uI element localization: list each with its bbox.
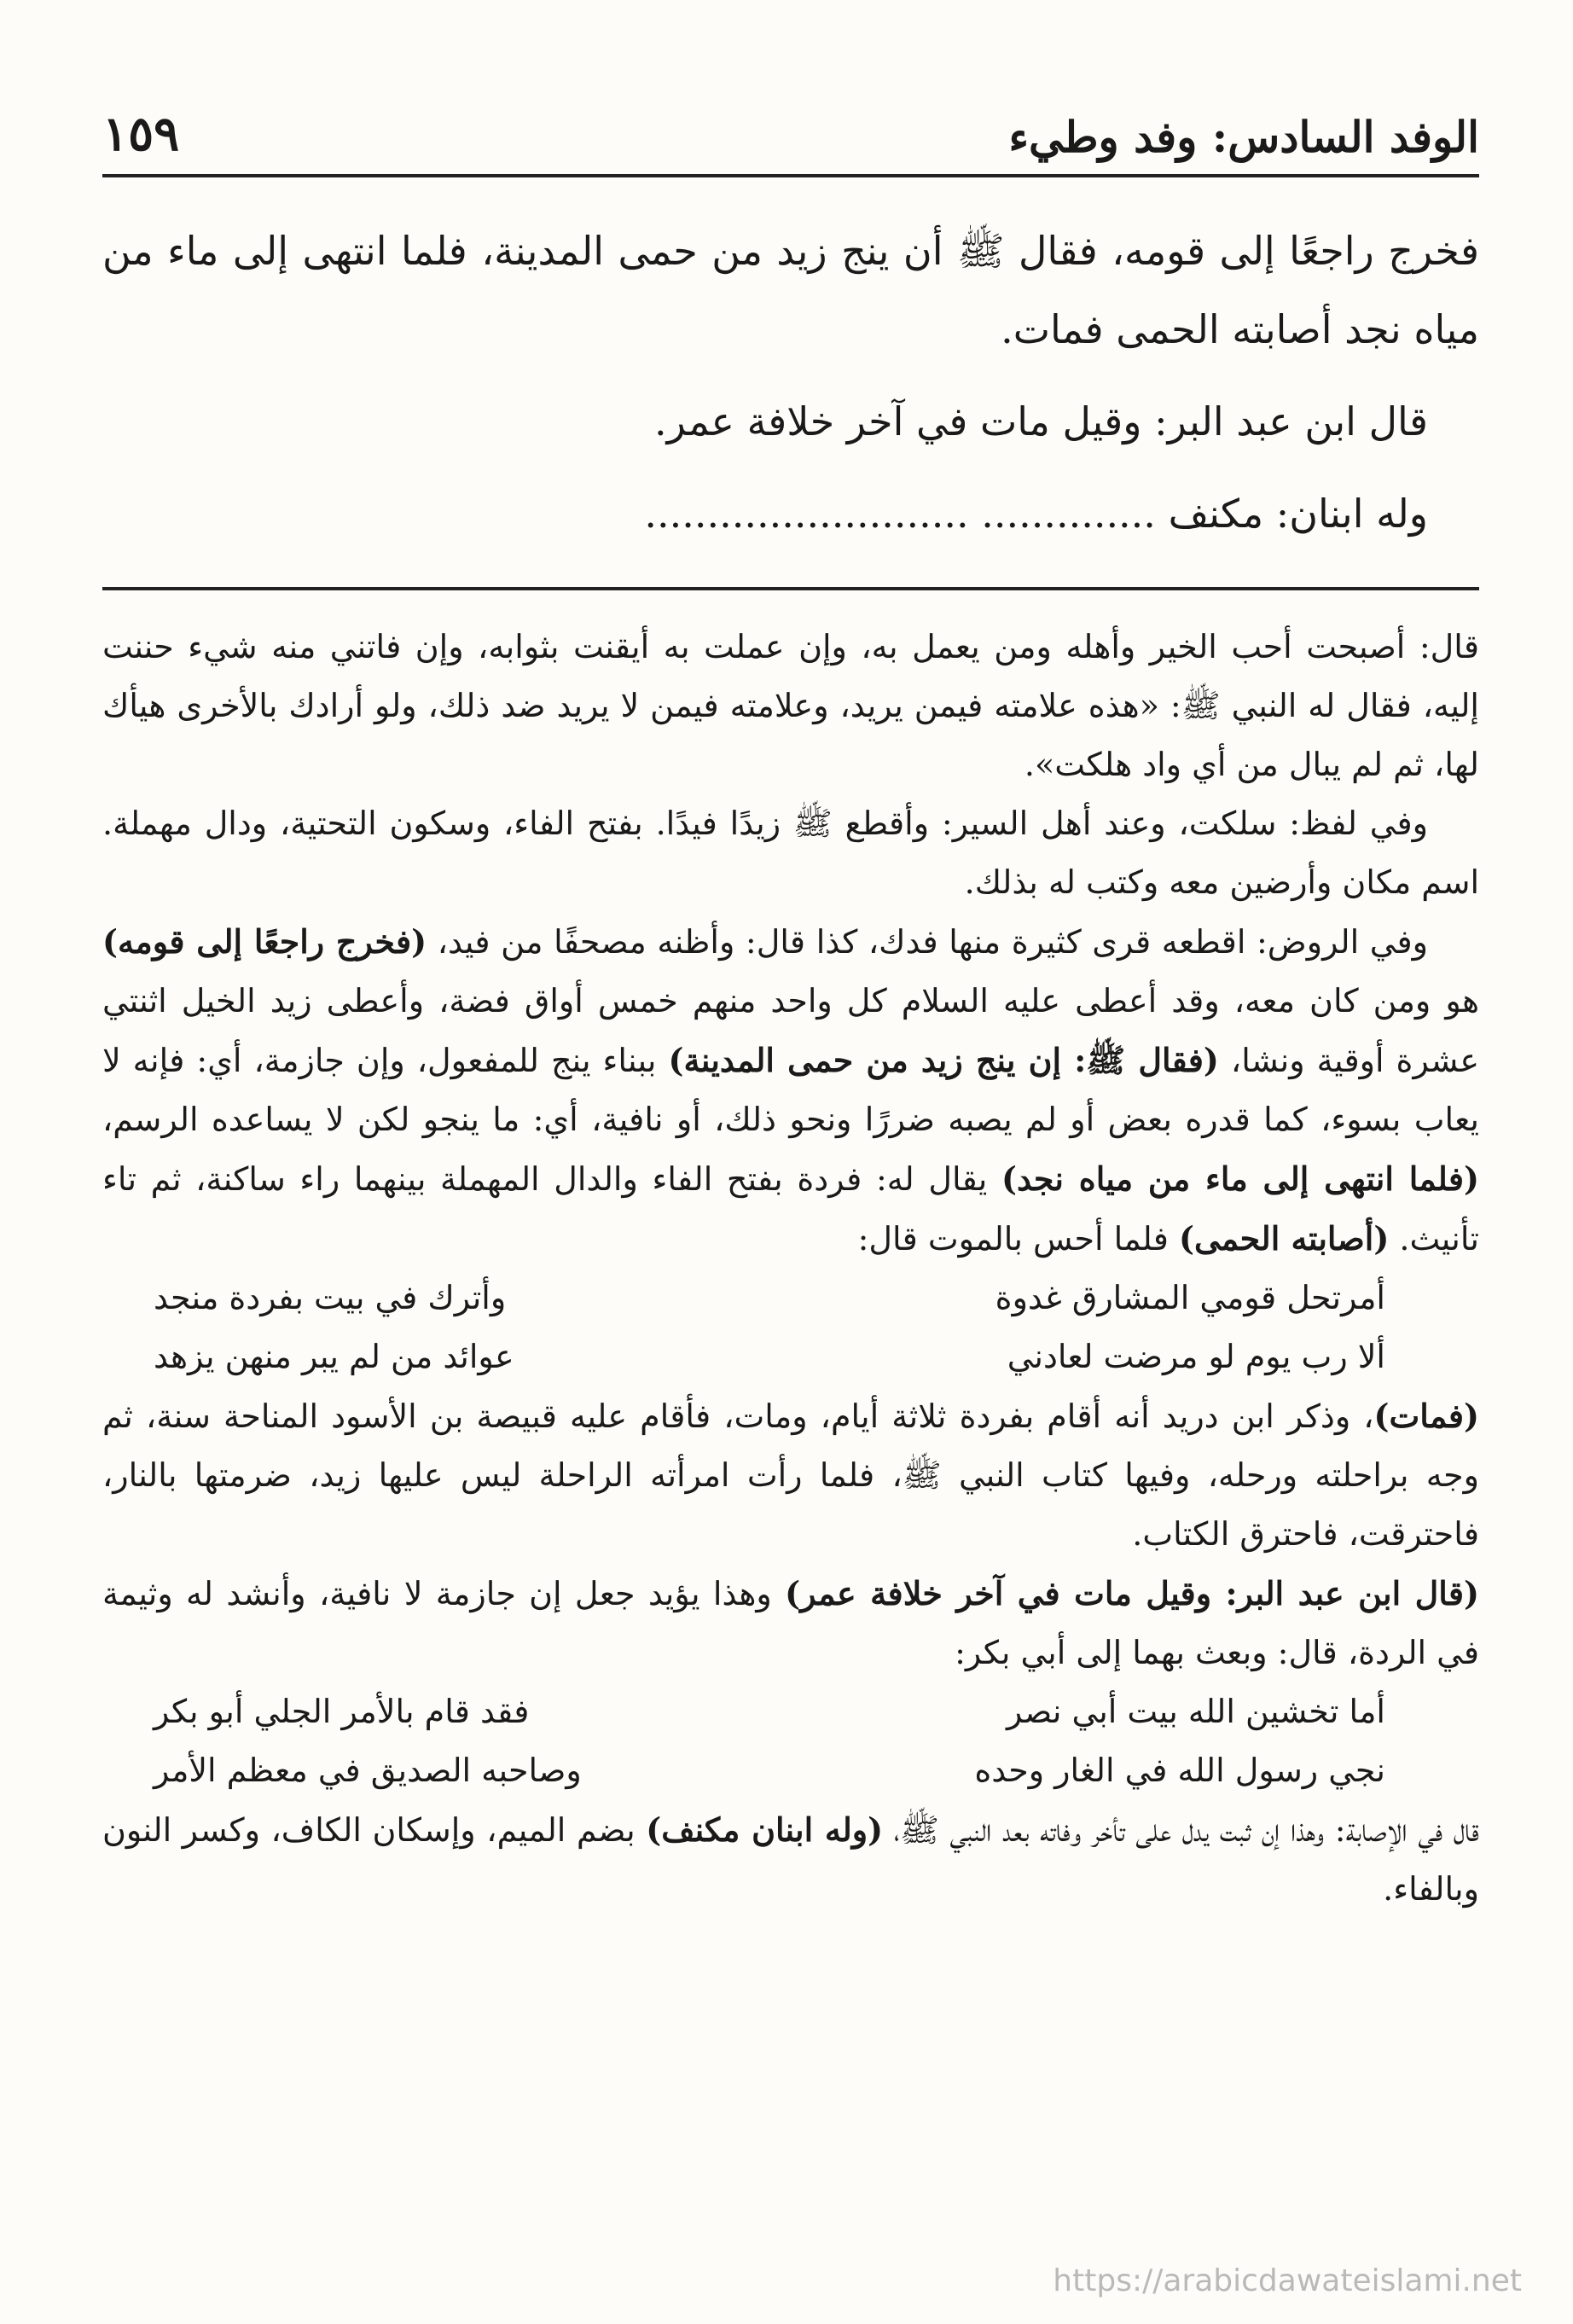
commentary-text: ببناء ينج للمفعول، وإن جازمة، أي: فإنه لا يعاب بسوء، كما قدره بعض أو لم يصبه ضررًا ونحو ذلك، أو نافية، أي: ما ينجو لكن لا يساعده الرسم، (102, 1042, 1479, 1138)
verse-second-hemistich: فقد قام بالأمر الجلي أبو بكر (154, 1693, 530, 1730)
commentary-text: هو ومن كان معه، وقد أعطى عليه السلام كل واحد منهم خمس أواق فضة، وأعطى زيد الخيل اثنتي عشرة أوقية ونشا، (102, 982, 1479, 1079)
main-paragraph-text: وله ابنان: مكنف (1168, 491, 1428, 537)
poetry-verse (102, 1682, 1479, 1741)
commentary-text: وهذا يؤيد جعل إن جازمة لا نافية، وأنشد له وثيمة في الردة، قال: وبعث بهما إلى أبي بكر: (102, 1575, 1479, 1671)
main-paragraph (102, 474, 1479, 553)
poetry-verse (102, 1269, 1479, 1328)
commentary-paragraph: وفي لفظ: سلكت، وعند أهل السير: وأقطع ﷺ زيدًا فيدًا. بفتح الفاء، وسكون التحتية، ودال مهملة. اسم مكان وأرضين معه وكتب له بذلك. (102, 805, 1479, 901)
quoted-text: (قال ابن عبد البر: وقيل مات في آخر خلافة عمر) (785, 1574, 1479, 1612)
poetry-verse (102, 1741, 1479, 1800)
quoted-text: (فقال ﷺ: إن ينج زيد من حمى المدينة) (668, 1041, 1219, 1079)
poetry-verse (102, 1328, 1479, 1386)
source-watermark: https://arabicdawateislami.net (1053, 2263, 1522, 2298)
quoted-text: (أصابته الحمى) (1179, 1219, 1390, 1258)
page-number: ١٥٩ (102, 106, 180, 162)
book-page (102, 68, 1479, 2324)
commentary-text: فلما أحس بالموت قال: (857, 1220, 1179, 1258)
verse-first-hemistich: أمرتحل قومي المشارق غدوة (995, 1279, 1385, 1316)
quoted-text: (فلما انتهى إلى ماء من مياه نجد) (1001, 1159, 1479, 1198)
commentary-paragraph (102, 1800, 1479, 1919)
verse-second-hemistich: وأترك في بيت بفردة منجد (154, 1279, 507, 1316)
commentary-paragraph: قال: أصبحت أحب الخير وأهله ومن يعمل به، وإن عملت به أيقنت بثوابه، وإن فاتني منه شيء حننت إليه، فقال له النبي ﷺ: «هذه علامته فيمن يريد، وعلامته فيمن لا يريد ضد ذلك، ولو أرادك بالأخرى هيأك لها، ثم لم يبال من أي واد هلكت». (102, 628, 1479, 783)
commentary-text: قال في الإصابة: وهذا إن ثبت يدل على تأخر وفاته بعد النبي ﷺ، (883, 1811, 1479, 1849)
commentary-paragraph (102, 1386, 1479, 1564)
commentary (102, 618, 1479, 1919)
main-text (102, 177, 1479, 553)
commentary-text: وفي الروض: اقطعه قرى كثيرة منها فدك، كذا قال: وأظنه مصحفًا من فيد، (427, 923, 1428, 961)
quoted-text: (فخرج راجعًا إلى قومه) (102, 922, 427, 961)
verse-first-hemistich: ألا رب يوم لو مرضت لعادني (1007, 1338, 1385, 1375)
commentary-paragraph (102, 1564, 1479, 1682)
main-paragraph: قال ابن عبد البر: وقيل مات في آخر خلافة عمر. (653, 398, 1428, 444)
commentary-text: ، وذكر ابن دريد أنه أقام بفردة ثلاثة أيام، ومات، فأقام عليه قبيصة بن الأسود المناحة سنة، ثم وجه براحلته ورحله، وفيها كتاب النبي ﷺ، فلما رأت امرأته الراحلة ليس عليها زيد، ضرمتها بالنار، فاحترقت، فاحترق الكتاب. (102, 1397, 1479, 1553)
ellipsis-dots: .............. .......................... (644, 491, 1156, 537)
quoted-text: (وله ابنان مكنف) (646, 1810, 884, 1849)
verse-second-hemistich: وصاحبه الصديق في معظم الأمر (154, 1752, 582, 1789)
commentary-paragraph (102, 912, 1479, 1269)
verse-first-hemistich: أما تخشين الله بيت أبي نصر (1006, 1693, 1385, 1730)
commentary-text: يقال له: فردة بفتح الفاء والدال المهملة بينهما راء ساكنة، ثم تاء تأنيث. (102, 1160, 1479, 1258)
commentary-text: بضم الميم، وإسكان الكاف، وكسر النون وبالفاء. (102, 1811, 1479, 1908)
quoted-text: (فمات) (1373, 1397, 1479, 1435)
main-paragraph: فخرج راجعًا إلى قومه، فقال ﷺ أن ينج زيد من حمى المدينة، فلما انتهى إلى ماء من مياه نجد أصابته الحمى فمات. (102, 228, 1479, 352)
running-head: الوفد السادس: وفد وطيء (1008, 112, 1479, 162)
verse-second-hemistich: عوائد من لم يبر منهن يزهد (154, 1338, 514, 1375)
verse-first-hemistich: نجي رسول الله في الغار وحده (974, 1752, 1385, 1789)
section-divider (102, 587, 1479, 590)
page-header (102, 68, 1479, 177)
